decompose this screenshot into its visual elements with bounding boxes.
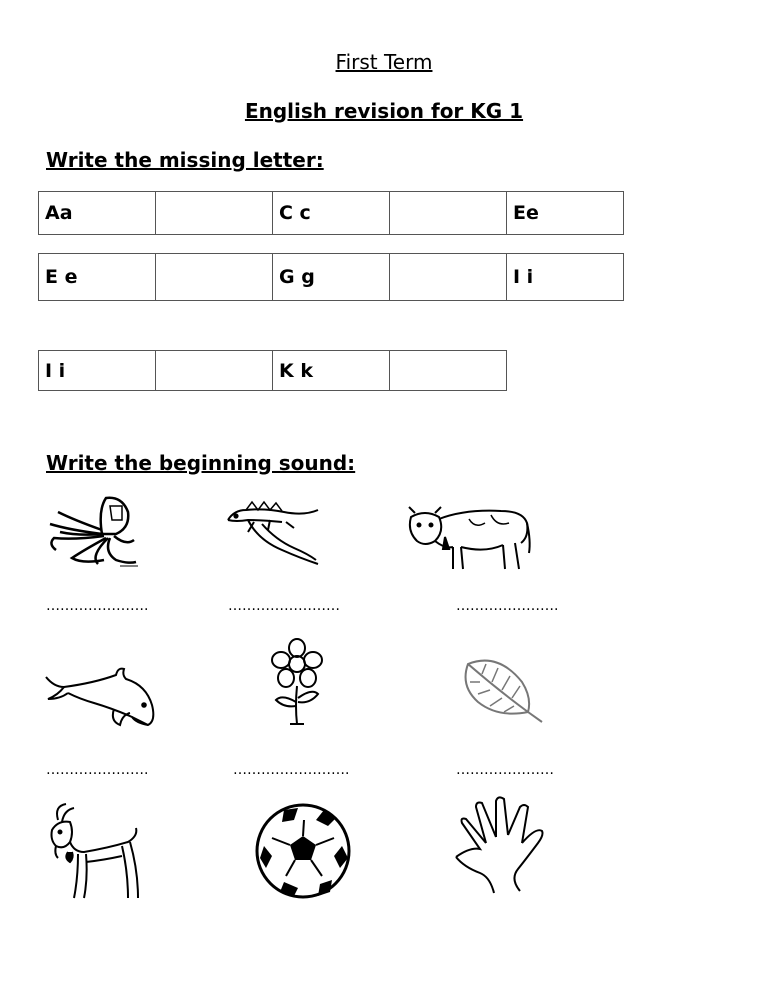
page-subtitle: English revision for KG 1: [244, 99, 524, 123]
answer-line[interactable]: …………………: [456, 762, 554, 778]
jellyfish-icon: [44, 490, 144, 570]
answer-line[interactable]: ……………………: [228, 598, 340, 614]
goat-icon: [44, 800, 144, 904]
blank-letter-cell[interactable]: [156, 192, 273, 235]
blank-letter-cell[interactable]: [156, 351, 273, 391]
leaf-icon: [458, 652, 544, 724]
blank-letter-cell[interactable]: [390, 351, 507, 391]
answer-line[interactable]: ………………….: [46, 762, 149, 778]
letter-table-row-3: [38, 350, 507, 391]
flower-icon: [262, 636, 332, 728]
iguana-icon: [224, 490, 324, 570]
blank-letter-cell[interactable]: [156, 254, 273, 301]
blank-letter-cell[interactable]: [390, 192, 507, 235]
letter-cell: G g: [273, 254, 390, 301]
section-heading-missing-letter: Write the missing letter:: [46, 148, 324, 172]
letter-cell: I i: [39, 351, 156, 391]
letter-cell: Aa: [39, 192, 156, 235]
letter-cell: Ee: [507, 192, 624, 235]
letter-table-row-2: [38, 253, 624, 301]
dolphin-icon: [44, 665, 159, 733]
ball-icon: [254, 802, 352, 900]
letter-cell: I i: [507, 254, 624, 301]
cow-icon: [405, 497, 535, 572]
answer-line[interactable]: ………………….: [456, 598, 559, 614]
letter-cell: C c: [273, 192, 390, 235]
section-heading-beginning-sound: Write the beginning sound:: [46, 451, 356, 475]
answer-line[interactable]: …………………….: [233, 762, 350, 778]
letter-table-row-1: [38, 191, 624, 235]
answer-line[interactable]: ………………….: [46, 598, 149, 614]
page-title: First Term: [335, 50, 433, 74]
hand-icon: [450, 795, 550, 895]
letter-cell: E e: [39, 254, 156, 301]
blank-letter-cell[interactable]: [390, 254, 507, 301]
letter-cell: K k: [273, 351, 390, 391]
